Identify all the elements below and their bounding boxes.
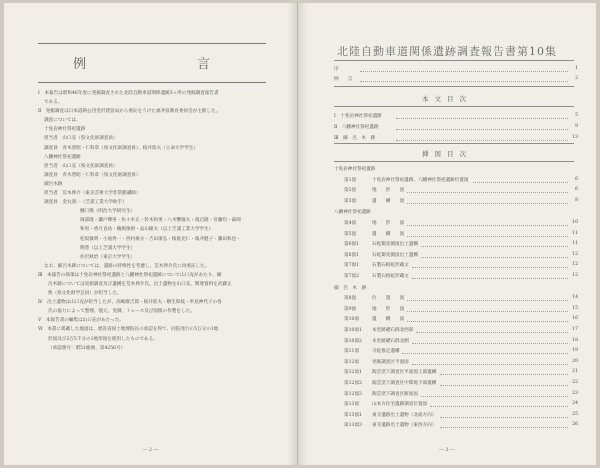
figure-number: 第10図1 <box>344 328 362 333</box>
figure-number: 第2図 <box>344 188 357 194</box>
note-line: 氏の協力によって整理、復元、実測、トレース及び図版の作製をした。 <box>48 309 195 315</box>
toc-page-number: 18 <box>572 337 578 343</box>
note-line: 関豊（以上芝浦大学学生） <box>80 245 136 251</box>
figure-number: 第6図1 <box>344 252 360 258</box>
toc-page-number: 23 <box>572 390 578 396</box>
figure-title: 東寺遺跡出土遺物（東西方向） <box>372 423 437 429</box>
title-rule <box>334 60 574 61</box>
figure-group-heading: 細 呂 木 跡 <box>334 285 367 291</box>
figure-title: 本堂跡礎石群北西部 <box>372 328 414 333</box>
toc-page-number: 11 <box>572 241 578 247</box>
figure-number: 第5図 <box>344 231 357 237</box>
toc-entry: Ⅱ 八幡神社祭祀遺跡 <box>334 125 379 130</box>
right-page <box>298 3 596 465</box>
figure-number: 第12図 <box>344 359 360 365</box>
toc-page-number: 26 <box>572 422 578 428</box>
figure-title: 東寺遺跡出土遺物（北面方向） <box>372 412 437 418</box>
figure-number: 第10図 <box>344 317 360 323</box>
note-line: Ⅳ 出土遺物は山口充が担当したが、高嶋敬吉郎・桜井陸夫・樹生和枝・牟見神代子の各 <box>38 300 222 306</box>
toc-page-number: 10 <box>572 220 578 225</box>
toc-entry: 例 言 <box>334 77 353 82</box>
note-line: 担当者 山口充（県文化財調査員） <box>44 163 118 169</box>
note-line: である。 <box>44 100 63 106</box>
figure-title: 発掘調査区平面図 <box>372 359 409 365</box>
figure-title: 本堂跡礎石群北側 <box>372 338 409 344</box>
toc-page-number: 6 <box>575 176 578 182</box>
page-number: — 3 — <box>438 447 456 453</box>
figure-title: 遺 構 図 <box>372 231 405 237</box>
figure-number: 第6図1 <box>344 242 360 248</box>
note-line: 調査員 青木豊昭・仁科章（県文化財調査員）、桜井陸夫（立命大学学生） <box>44 145 198 151</box>
note-line: 細呂木跡 <box>44 181 63 187</box>
toc-page-number: 16 <box>572 316 578 322</box>
note-line: なお、細呂木跡については、遺跡の特殊性を考慮し、荒木伸介氏に再委託した。 <box>44 263 210 269</box>
toc-page-number: 13 <box>572 135 578 140</box>
note-line: Ⅲ 本報告の執筆は十免岩神社祭祀遺跡と八幡神社祭祀遺跡について山口充があたり、細 <box>38 272 222 278</box>
note-line: （承認番号：昭51総複、第4256号） <box>48 345 126 351</box>
figure-number: 第7図1 <box>344 263 360 269</box>
left-page <box>4 3 298 465</box>
toc-page-number: 17 <box>572 327 578 332</box>
text-contents-heading: 本文目次 <box>422 95 472 103</box>
toc-page-number: 6 <box>575 187 578 193</box>
page-number: — 2 — <box>142 447 159 453</box>
note-line: 調査については、 <box>44 118 81 124</box>
note-line: 調査員 青木豊昭・仁科章（県文化財調査員） <box>44 172 141 178</box>
figure-number: 第13図1 <box>344 412 362 418</box>
toc-page-number: 15 <box>572 305 578 311</box>
figure-number: 第13図3 <box>344 423 362 429</box>
toc-page-number: 11 <box>572 230 578 236</box>
toc-page-number: 24 <box>572 401 578 407</box>
figure-number: 第12図2 <box>344 381 362 386</box>
note-line: Ⅴ 本報告書の編集は山口充があたった。 <box>38 318 125 324</box>
note-line: Ⅰ 本報告は昭和46年度に発掘調査された北陸自動車道関係遺跡3ヶ所の発掘調査報告書 <box>38 91 219 96</box>
figure-contents-heading: 挿図目次 <box>422 150 472 158</box>
note-line: 担当者 荒木伸介（東京芸術大学非常勤講師） <box>44 191 141 197</box>
figure-title: 位 置 図 <box>372 296 405 302</box>
figure-number: 第11図 <box>344 349 360 355</box>
note-line: 調査員 金丸義一（芝浦工業大学助手） <box>44 200 127 206</box>
toc-page-number: 20 <box>572 358 578 364</box>
toc-page-number: 14 <box>572 295 578 301</box>
explanatory-notes <box>38 89 270 353</box>
figure-title: 石蛇鶏実測図出土遺構 <box>372 242 418 248</box>
figure-title: 陶芸窯下調査区断面図 <box>372 391 418 397</box>
figure-group-heading: 八幡神社祭祀遺跡 <box>334 210 371 216</box>
note-line: 松坂敏明・小池秀一・西村俊夫・吉田康弘・桜庭克仁・亀井健子・藤田和也・ <box>80 236 241 242</box>
figure-group-heading: 十免岩神社祭祀遺跡 <box>334 167 376 172</box>
book-spread <box>4 3 596 465</box>
page-title: 例 言 <box>72 57 228 72</box>
toc-page-number: 19 <box>572 348 578 354</box>
note-line: 形図及び2万5千分の1地形図を使用したものである。 <box>48 336 158 342</box>
note-line: 樋口熊（明治大学研究生） <box>80 209 136 215</box>
toc-page-number: 12 <box>572 251 578 257</box>
note-line: 十免岩神社祭祀遺跡 <box>44 127 86 133</box>
figure-number: 第8図 <box>344 296 357 302</box>
figure-title: 地 形 図 <box>372 188 405 194</box>
figure-title: 地 形 図 <box>372 306 405 312</box>
figure-title: 石製石棺蛇形蔵文 <box>372 263 409 269</box>
toc-page-number: 1 <box>575 66 578 71</box>
figure-number: 第7図2 <box>344 274 360 279</box>
note-line: Ⅵ 本書に掲載した地図は、建設省国土地理院長の承認を得て、同院発行の5万分の1地 <box>38 327 219 333</box>
figure-number: 第13図 <box>344 402 360 408</box>
note-line: 八幡神社祭祀遺跡 <box>44 154 81 160</box>
toc-page-number: 8 <box>575 197 578 203</box>
figure-title: 地 形 図 <box>372 221 405 226</box>
toc-entry: Ⅰ 十免岩神社祭祀遺跡 <box>334 114 382 119</box>
figure-number: 第12図1 <box>344 370 362 376</box>
figure-title: 十免岩神社祭祀遺跡、八幡神社祭祀遺跡位置図 <box>372 177 469 183</box>
figure-title: 陶芸窯下調査区中間地下部遺構 <box>372 381 437 386</box>
figure-number: 第12図3 <box>344 391 362 397</box>
toc-page-number: 22 <box>572 380 578 385</box>
report-title: 北陸自動車道関係遺跡調査報告書第10集 <box>337 45 557 58</box>
figure-title: 陶芸窯下調査区平面図上部遺構 <box>372 370 437 376</box>
toc-page-number: 12 <box>572 262 578 268</box>
figure-title: 石蛇鶏実測図出土遺構 <box>372 252 418 258</box>
note-line: 佐沢秋治（東京大学学生） <box>80 254 136 260</box>
figure-title: 遺 構 図 <box>372 317 405 323</box>
figure-title: 石製石棺蛇形蔵文 <box>372 274 409 279</box>
figure-number: 第3図 <box>344 198 357 204</box>
figure-number: 第4図 <box>344 221 357 226</box>
toc-page-number: 2 <box>575 76 578 81</box>
figure-title: 山本方住宅遺跡調査位置図 <box>372 402 428 408</box>
toc-page-number: 9 <box>575 124 578 129</box>
note-line: 呂木跡については実測調査及び遺構を荒木伸介氏、出土遺物を山口充、関連資料を武藤正 <box>48 281 232 287</box>
toc-page-number: 25 <box>572 411 578 417</box>
note-line: 担当者 山口充（県文化財調査員） <box>44 136 118 142</box>
toc-page-number: 21 <box>572 369 578 375</box>
figure-number: 第1図 <box>344 177 357 183</box>
note-line: 和男・香月直祐・鵜飼俊則・品山隆夫（以上芝浦工業大学学生） <box>80 227 214 233</box>
toc-page-number: 12 <box>572 273 578 278</box>
figure-number: 第10図2 <box>344 338 362 344</box>
note-line: Ⅱ 発掘調査は日本道路公団金沢建設局から委託をうけた福井県教育委員会が主催した。 <box>38 109 221 115</box>
note-line: 典（県文化財学芸員）が担当した。 <box>48 291 122 297</box>
toc-entry: 序 <box>334 67 339 72</box>
toc-page-number: 5 <box>575 113 578 118</box>
note-line: 岡部隆・瀬戸輝男・佐々木正・鈴木和男・八木響敏夫・渡辺隆・宮藤均・森岡 <box>80 218 241 224</box>
toc-entry: Ⅲ 細 呂 木 跡 <box>334 136 376 141</box>
figure-title: 遺 構 図 <box>372 198 405 204</box>
figure-title: 寺院推定遺構 <box>372 349 400 355</box>
figure-number: 第9図 <box>344 306 357 312</box>
